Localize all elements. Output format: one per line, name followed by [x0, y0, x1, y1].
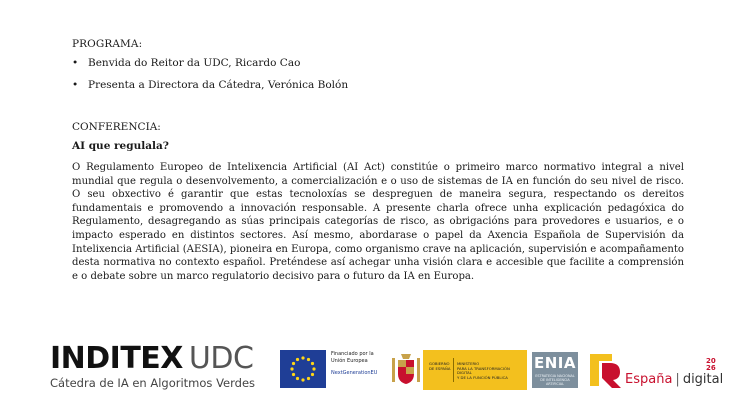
gobierno-line-1: GOBIERNO [429, 361, 450, 366]
gobierno-divider [453, 358, 454, 382]
gobierno-label [429, 362, 450, 371]
bullet-icon: • [72, 57, 79, 69]
eu-flag-icon [280, 350, 326, 388]
ministerio-line-2: PARA LA TRANSFORMACIÓN DIGITAL [457, 365, 510, 376]
espana-digital-mark-icon [588, 352, 624, 392]
espana-digital-logo [588, 348, 724, 392]
programa-item-welcome: Benvida do Reitor da UDC, Ricardo Cao [88, 57, 301, 69]
enia-word: ENIA [534, 354, 576, 372]
ministerio-line-3: Y DE LA FUNCIÓN PÚBLICA [457, 374, 508, 380]
eu-stars-icon [280, 350, 326, 388]
year-bottom: 26 [706, 364, 716, 372]
ministerio-line-1: MINISTERIO [457, 361, 480, 366]
talk-title: AI que regulala? [72, 140, 169, 152]
programa-heading: PROGRAMA: [72, 38, 143, 50]
espana-word: España [625, 372, 673, 387]
spain-coat-of-arms-icon [389, 350, 423, 390]
nextgen-label: NextGenerationEU [331, 370, 378, 376]
eu-text-block [331, 351, 381, 377]
year-badge [706, 358, 716, 372]
bullet-icon: • [72, 79, 79, 91]
digital-word: digital [682, 372, 724, 387]
talk-description: O Regulamento Europeo de Intelixencia Artificial (AI Act) constitúe o primeiro marco normativo integral a nivel mundial que regula o desenvolvemento, a comercialización e o uso de sistemas de IA en función do seu nivel de risco. O seu obxectivo é garantir que estas tecnoloxías se despreguen de maneira segura, respectando os dereitos fundamentais e promovendo a innovación responsable. A presente charla ofrece unha explicación pedagóxica do Regulamento, desagregando as súas principais categorías de risco, as obrigacións para provedores e usuarios, e o impacto esperado en distintos sectores. Así mesmo, abordarase o papel da Axencia Española de Supervisión da Intelixencia Artificial (AESIA), pioneira en Europa, como organismo crave na aplicación, supervisión e acompañamento desta normativa no contexto español. Preténdese así achegar unha visión clara e accesible que facilite a comprensión e o debate sobre un marco regulatorio decisivo para o futuro da IA en Europa. [72, 162, 684, 282]
list-item [72, 78, 348, 100]
year-top: 20 [706, 357, 716, 365]
conferencia-heading: CONFERENCIA: [72, 121, 161, 133]
inditex-udc-wordmark [50, 341, 255, 376]
espana-digital-text [625, 372, 723, 387]
catedra-tagline: Cátedra de IA en Algoritmos Verdes [50, 376, 256, 390]
enia-subtitle: ESTRATEGIA NACIONAL DE INTELIGENCIA ARTIFICIAL [535, 374, 575, 386]
gobierno-line-2: DE ESPAÑA [429, 365, 451, 371]
udc-word: UDC [188, 341, 254, 376]
inditex-udc-logo [50, 341, 256, 390]
eu-nextgen-logo [280, 350, 380, 390]
pipe-separator: | [675, 372, 680, 387]
eu-line-1: Financiado por la [331, 351, 374, 357]
enia-logo [532, 352, 578, 388]
gobierno-espana-logo [389, 350, 527, 390]
inditex-word: INDITEX [50, 341, 183, 376]
eu-line-2: Unión Europea [331, 357, 368, 364]
programa-list [72, 56, 348, 100]
ministerio-label [457, 362, 523, 380]
list-item [72, 56, 348, 78]
programa-item-presentation: Presenta a Directora da Cátedra, Verónica Bolón [88, 79, 349, 91]
